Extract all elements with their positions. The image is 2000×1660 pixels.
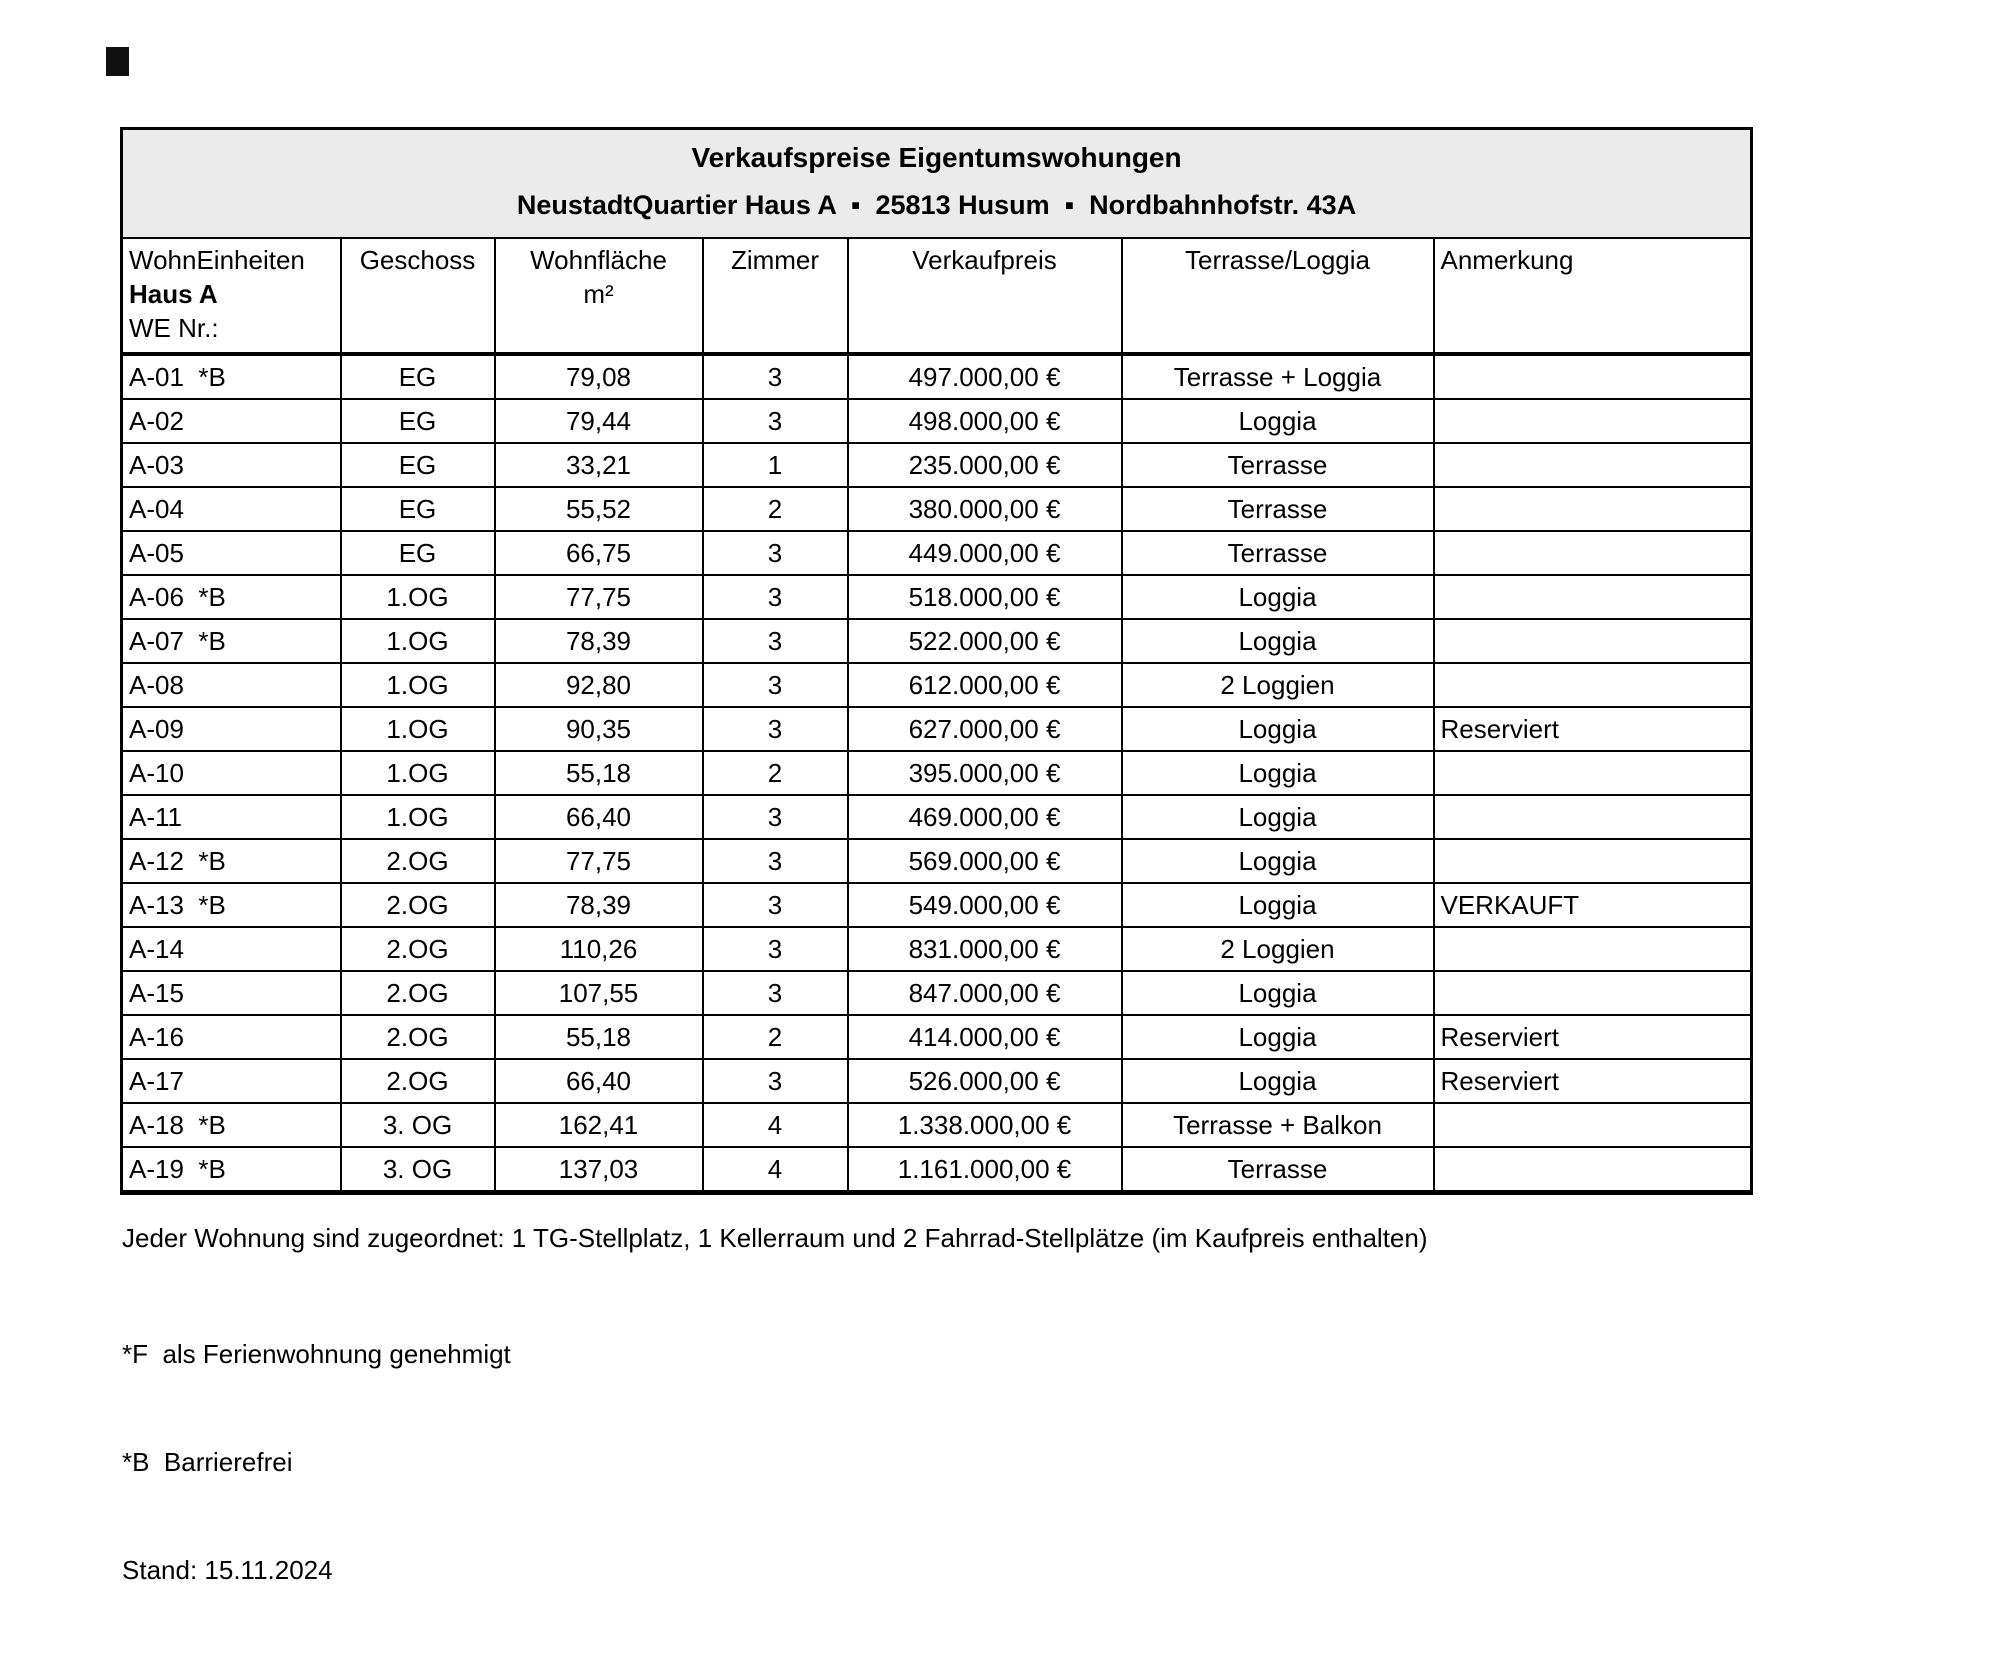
cell-anmerkung	[1434, 751, 1752, 795]
cell-verkaufpreis: 469.000,00 €	[848, 795, 1122, 839]
table-body	[122, 354, 1752, 1193]
cell-verkaufpreis: 498.000,00 €	[848, 399, 1122, 443]
cell-wohnflaeche: 77,75	[495, 839, 703, 883]
header-geschoss: Geschoss	[341, 238, 495, 354]
cell-verkaufpreis: 414.000,00 €	[848, 1015, 1122, 1059]
cell-we-nr: A-08	[122, 663, 341, 707]
header-verkaufpreis: Verkaufpreis	[848, 238, 1122, 354]
cell-we-nr: A-18 *B	[122, 1103, 341, 1147]
header-terrasse-loggia: Terrasse/Loggia	[1122, 238, 1434, 354]
cell-wohnflaeche: 79,44	[495, 399, 703, 443]
cell-geschoss: 1.OG	[341, 795, 495, 839]
cell-anmerkung	[1434, 1103, 1752, 1147]
cell-geschoss: 2.OG	[341, 883, 495, 927]
cell-zimmer: 2	[703, 751, 848, 795]
cell-geschoss: 3. OG	[341, 1103, 495, 1147]
cell-anmerkung	[1434, 531, 1752, 575]
cell-wohnflaeche: 90,35	[495, 707, 703, 751]
table-row	[122, 1015, 1752, 1059]
cell-terrasse-loggia: Terrasse	[1122, 531, 1434, 575]
cell-zimmer: 3	[703, 971, 848, 1015]
cell-zimmer: 2	[703, 487, 848, 531]
table-row	[122, 707, 1752, 751]
cell-anmerkung	[1434, 795, 1752, 839]
cell-we-nr: A-09	[122, 707, 341, 751]
cell-zimmer: 3	[703, 354, 848, 399]
cell-geschoss: 1.OG	[341, 751, 495, 795]
cell-wohnflaeche: 55,52	[495, 487, 703, 531]
cell-zimmer: 1	[703, 443, 848, 487]
cell-terrasse-loggia: 2 Loggien	[1122, 663, 1434, 707]
cell-terrasse-loggia: Loggia	[1122, 971, 1434, 1015]
cell-anmerkung	[1434, 575, 1752, 619]
cell-we-nr: A-15	[122, 971, 341, 1015]
cell-zimmer: 3	[703, 399, 848, 443]
cell-anmerkung	[1434, 971, 1752, 1015]
cell-wohnflaeche: 78,39	[495, 619, 703, 663]
cell-geschoss: 2.OG	[341, 839, 495, 883]
cell-we-nr: A-01 *B	[122, 354, 341, 399]
cell-wohnflaeche: 162,41	[495, 1103, 703, 1147]
cell-anmerkung	[1434, 619, 1752, 663]
cell-verkaufpreis: 1.161.000,00 €	[848, 1147, 1122, 1193]
cell-we-nr: A-14	[122, 927, 341, 971]
cell-geschoss: EG	[341, 487, 495, 531]
cell-verkaufpreis: 1.338.000,00 €	[848, 1103, 1122, 1147]
cell-terrasse-loggia: Loggia	[1122, 883, 1434, 927]
cell-zimmer: 3	[703, 707, 848, 751]
cell-terrasse-loggia: Loggia	[1122, 1015, 1434, 1059]
cell-we-nr: A-19 *B	[122, 1147, 341, 1193]
table-row	[122, 399, 1752, 443]
table-row	[122, 663, 1752, 707]
table-header-row	[122, 238, 1752, 354]
cell-zimmer: 3	[703, 839, 848, 883]
table-row	[122, 971, 1752, 1015]
cell-verkaufpreis: 549.000,00 €	[848, 883, 1122, 927]
table-row	[122, 487, 1752, 531]
cell-zimmer: 2	[703, 1015, 848, 1059]
cell-wohnflaeche: 110,26	[495, 927, 703, 971]
header-zimmer: Zimmer	[703, 238, 848, 354]
cell-wohnflaeche: 66,75	[495, 531, 703, 575]
header-wohnflaeche-line1: Wohnfläche	[530, 245, 667, 275]
cell-verkaufpreis: 526.000,00 €	[848, 1059, 1122, 1103]
cell-zimmer: 3	[703, 1059, 848, 1103]
cell-terrasse-loggia: Loggia	[1122, 795, 1434, 839]
cell-verkaufpreis: 612.000,00 €	[848, 663, 1122, 707]
cell-verkaufpreis: 847.000,00 €	[848, 971, 1122, 1015]
cell-we-nr: A-05	[122, 531, 341, 575]
footer-note-barrierefrei: *B Barrierefrei	[122, 1447, 293, 1477]
cell-zimmer: 4	[703, 1103, 848, 1147]
footer-stand-date: Stand: 15.11.2024	[122, 1555, 333, 1585]
cell-anmerkung	[1434, 399, 1752, 443]
cell-terrasse-loggia: Loggia	[1122, 707, 1434, 751]
cell-anmerkung	[1434, 443, 1752, 487]
cell-wohnflaeche: 66,40	[495, 1059, 703, 1103]
table-row	[122, 1103, 1752, 1147]
cell-terrasse-loggia: Loggia	[1122, 619, 1434, 663]
cell-we-nr: A-10	[122, 751, 341, 795]
header-wohneinheiten	[122, 238, 341, 354]
cell-wohnflaeche: 55,18	[495, 751, 703, 795]
page-corner-mark	[106, 47, 129, 76]
header-anmerkung: Anmerkung	[1434, 238, 1752, 354]
cell-geschoss: EG	[341, 399, 495, 443]
cell-we-nr: A-06 *B	[122, 575, 341, 619]
cell-we-nr: A-04	[122, 487, 341, 531]
table-row	[122, 443, 1752, 487]
cell-terrasse-loggia: Terrasse	[1122, 443, 1434, 487]
footer-note-parking: Jeder Wohnung sind zugeordnet: 1 TG-Stellplatz, 1 Kellerraum und 2 Fahrrad-Stellplätze (im Kaufpreis enthalten)	[122, 1223, 1428, 1253]
header-wohneinheiten-line1: WohnEinheiten	[129, 245, 305, 275]
cell-zimmer: 3	[703, 883, 848, 927]
cell-we-nr: A-07 *B	[122, 619, 341, 663]
cell-anmerkung: Reserviert	[1434, 1015, 1752, 1059]
table-row	[122, 619, 1752, 663]
cell-we-nr: A-02	[122, 399, 341, 443]
cell-zimmer: 3	[703, 575, 848, 619]
cell-zimmer: 3	[703, 531, 848, 575]
cell-verkaufpreis: 235.000,00 €	[848, 443, 1122, 487]
table-row	[122, 1059, 1752, 1103]
cell-zimmer: 4	[703, 1147, 848, 1193]
table-row	[122, 531, 1752, 575]
cell-geschoss: 3. OG	[341, 1147, 495, 1193]
cell-verkaufpreis: 569.000,00 €	[848, 839, 1122, 883]
cell-anmerkung: VERKAUFT	[1434, 883, 1752, 927]
cell-verkaufpreis: 831.000,00 €	[848, 927, 1122, 971]
cell-zimmer: 3	[703, 795, 848, 839]
table-row	[122, 354, 1752, 399]
cell-we-nr: A-03	[122, 443, 341, 487]
footer-notes	[122, 1148, 1428, 1660]
cell-anmerkung	[1434, 663, 1752, 707]
cell-anmerkung: Reserviert	[1434, 707, 1752, 751]
cell-geschoss: 1.OG	[341, 663, 495, 707]
footer-note-ferienwohnung: *F als Ferienwohnung genehmigt	[122, 1339, 511, 1369]
table-row	[122, 575, 1752, 619]
table-row	[122, 927, 1752, 971]
cell-terrasse-loggia: Terrasse	[1122, 1147, 1434, 1193]
document-title: Verkaufspreise Eigentumswohungen	[691, 142, 1182, 173]
cell-verkaufpreis: 380.000,00 €	[848, 487, 1122, 531]
cell-verkaufpreis: 449.000,00 €	[848, 531, 1122, 575]
cell-we-nr: A-13 *B	[122, 883, 341, 927]
cell-geschoss: 1.OG	[341, 619, 495, 663]
cell-we-nr: A-11	[122, 795, 341, 839]
header-wohnflaeche-unit: m²	[583, 279, 614, 309]
header-we-nr: WE Nr.:	[129, 313, 219, 343]
cell-we-nr: A-12 *B	[122, 839, 341, 883]
cell-verkaufpreis: 522.000,00 €	[848, 619, 1122, 663]
cell-terrasse-loggia: Loggia	[1122, 1059, 1434, 1103]
cell-verkaufpreis: 518.000,00 €	[848, 575, 1122, 619]
cell-wohnflaeche: 55,18	[495, 1015, 703, 1059]
table-row	[122, 795, 1752, 839]
table-row	[122, 751, 1752, 795]
cell-anmerkung	[1434, 354, 1752, 399]
cell-wohnflaeche: 137,03	[495, 1147, 703, 1193]
cell-terrasse-loggia: Terrasse + Loggia	[1122, 354, 1434, 399]
cell-wohnflaeche: 92,80	[495, 663, 703, 707]
cell-wohnflaeche: 33,21	[495, 443, 703, 487]
cell-we-nr: A-16	[122, 1015, 341, 1059]
cell-terrasse-loggia: Loggia	[1122, 575, 1434, 619]
cell-we-nr: A-17	[122, 1059, 341, 1103]
cell-wohnflaeche: 77,75	[495, 575, 703, 619]
table-row	[122, 883, 1752, 927]
cell-verkaufpreis: 627.000,00 €	[848, 707, 1122, 751]
cell-verkaufpreis: 497.000,00 €	[848, 354, 1122, 399]
cell-terrasse-loggia: 2 Loggien	[1122, 927, 1434, 971]
cell-geschoss: 2.OG	[341, 1015, 495, 1059]
document-subtitle: NeustadtQuartier Haus A ▪ 25813 Husum ▪ Nordbahnhofstr. 43A	[516, 190, 1357, 220]
cell-geschoss: 2.OG	[341, 927, 495, 971]
cell-anmerkung	[1434, 1147, 1752, 1193]
cell-geschoss: 2.OG	[341, 1059, 495, 1103]
cell-terrasse-loggia: Loggia	[1122, 751, 1434, 795]
cell-geschoss: 1.OG	[341, 575, 495, 619]
cell-verkaufpreis: 395.000,00 €	[848, 751, 1122, 795]
title-cell	[122, 129, 1752, 239]
price-table	[120, 127, 1753, 1195]
cell-anmerkung	[1434, 927, 1752, 971]
cell-wohnflaeche: 78,39	[495, 883, 703, 927]
cell-zimmer: 3	[703, 619, 848, 663]
header-wohnflaeche	[495, 238, 703, 354]
cell-geschoss: EG	[341, 531, 495, 575]
cell-terrasse-loggia: Loggia	[1122, 399, 1434, 443]
cell-wohnflaeche: 79,08	[495, 354, 703, 399]
cell-anmerkung	[1434, 839, 1752, 883]
title-row	[122, 129, 1752, 239]
cell-wohnflaeche: 107,55	[495, 971, 703, 1015]
cell-geschoss: EG	[341, 354, 495, 399]
cell-geschoss: 1.OG	[341, 707, 495, 751]
cell-terrasse-loggia: Loggia	[1122, 839, 1434, 883]
cell-terrasse-loggia: Terrasse	[1122, 487, 1434, 531]
cell-zimmer: 3	[703, 927, 848, 971]
cell-zimmer: 3	[703, 663, 848, 707]
cell-terrasse-loggia: Terrasse + Balkon	[1122, 1103, 1434, 1147]
cell-geschoss: 2.OG	[341, 971, 495, 1015]
header-haus-a: Haus A	[129, 279, 218, 309]
table-row	[122, 839, 1752, 883]
cell-wohnflaeche: 66,40	[495, 795, 703, 839]
cell-geschoss: EG	[341, 443, 495, 487]
cell-anmerkung: Reserviert	[1434, 1059, 1752, 1103]
cell-anmerkung	[1434, 487, 1752, 531]
